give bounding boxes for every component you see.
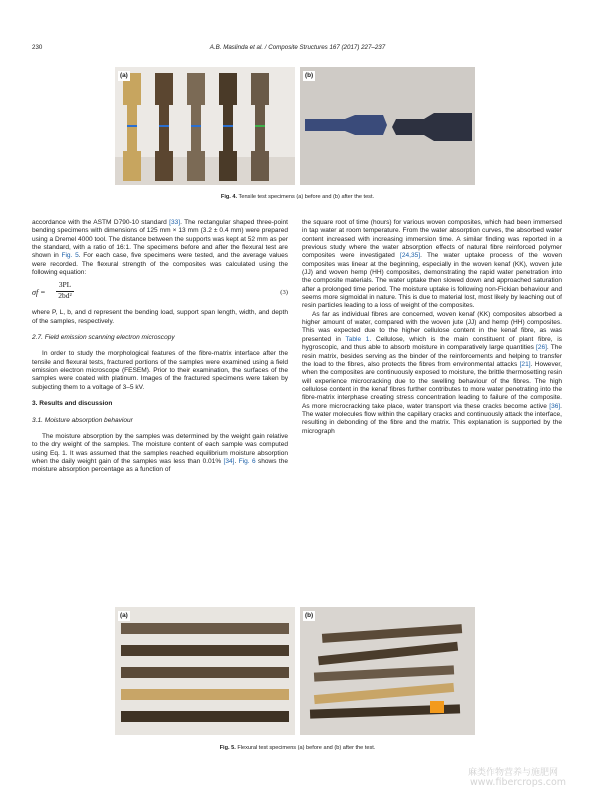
right-paragraph-1: the square root of time (hours) for various woven composites, which had been immersed in tap water at room temperature. From the water absorption curves, the absorbed water content increased with increasing immersion time. A similar finding was reported in a previous study where the water absorption effects of natural fibre reinforced polymer composites were investigated [24,35]. The water uptake process of the woven composites was linear at the beginning, especially in the woven kenaf (KK), woven jute (JJ) and woven hemp (HH) composites, demonstrating the rapid water penetration into the composite materials. The water uptake then slowed down and approached saturation after a prolonged time period. The moisture uptake is following non-Fickian behaviour and seems more sigmoidal in nature. This is due to material lost, most likely by leaching out of resin particles leading to a loss of weight of the composites. xyxy=(302,219,562,310)
fig4-panel-b xyxy=(300,67,475,185)
fig4-label-a: (a) xyxy=(120,72,128,79)
page-number: 230 xyxy=(32,44,43,51)
fig4-caption xyxy=(0,194,595,200)
running-title: A.B. Maslinda et al. / Composite Structures 167 (2017) 227–237 xyxy=(209,44,386,51)
left-paragraph-4: The moisture absorption by the samples was determined by the weight gain relative to the dry weight of the samples. The moisture content of each sample was computed using Eq. 1. It was assumed that the samples reached equilibrium moisture absorption when the daily weight gain of the samples was less than 0.01% [34]. Fig. 6 shows the moisture absorption percentage as a function of xyxy=(32,432,289,474)
tensile-specimens-after-image xyxy=(300,67,475,185)
ref-21[interactable]: [21] xyxy=(519,360,531,368)
left-paragraph-2: where P, L, b, and d represent the bending load, support span length, width, and depth of the samples, respectively. xyxy=(32,309,288,325)
ref-36[interactable]: [36] xyxy=(549,402,561,410)
flexural-specimens-before-image xyxy=(115,607,295,735)
ref-34[interactable]: [34] xyxy=(223,457,235,465)
section-2-7-heading: 2.7. Field emission scanning electron microscopy xyxy=(32,334,175,342)
fig5-caption-text: Flexural test specimens (a) before and (b) after the test. xyxy=(237,745,376,751)
left-paragraph-3: In order to study the morphological features of the fibre-matrix interface after the tensile and flexural tests, fractured portions of the samples were examined using a field emission electron microscope (FESEM). Prior to their examination, the surfaces of the samples were coated with platinum. Images of the fractured specimens were taken by subjecting them to a voltage of 3–5 kV. xyxy=(32,350,288,391)
section-3-1-heading: 3.1. Moisture absorption behaviour xyxy=(32,416,133,424)
equation-lhs: σf = xyxy=(32,288,46,298)
ref-26[interactable]: [26] xyxy=(536,344,547,352)
section-3-heading: 3. Results and discussion xyxy=(32,400,113,408)
watermark-url: www.fibercrops.com xyxy=(470,777,567,788)
ref-table1[interactable]: Table 1 xyxy=(345,335,370,343)
equation-denominator: 2bd² xyxy=(58,290,72,300)
fig5-caption xyxy=(0,745,595,751)
equation-fraction xyxy=(56,281,74,300)
left-column xyxy=(32,219,288,475)
ref-24-35[interactable]: [24,35] xyxy=(400,252,421,260)
fig4-caption-text: Tensile test specimens (a) before and (b) after the test. xyxy=(238,194,375,200)
fig5-panel-a xyxy=(115,607,295,735)
ref-33[interactable]: [33] xyxy=(169,219,181,226)
flexural-specimens-after-image xyxy=(300,607,475,735)
fig5-panel-b xyxy=(300,607,475,735)
fig5-caption-label: Fig. 5. xyxy=(219,745,236,751)
fig5-label-a: (a) xyxy=(120,612,128,619)
fig5-label-b: (b) xyxy=(305,612,314,619)
right-paragraph-2: As far as individual fibres are concerned, woven kenaf (KK) composites absorbed a higher amount of water, compared with the woven jute (JJ) and hemp (HH) composites. This was expected due to the higher cellulose content in the kenaf fibre, as was presented in Table 1. Cellulose, which is the main constituent of plant fibre, is hygroscopic, and thus able to absorb moisture in comparatively large quantities [26]. The resin matrix, besides serving as the binder of the reinforcements and helping to transfer the load to the fibres, also protects the fibres from environmental attacks [21]. However, when the composites are continuously exposed to moisture, the brittle thermosetting resin will experience microcracking due to the swelling behaviour of the fibres. The high cellulose content in the kenaf fibres further contributes to more water penetrating into the fibre-matrix interphase creating stress concentration leading to failure of the composite. As more microcracking take place, water transport via these cracks become active [36]. The water molecules flow within the capillary cracks and continuously attack the interface, resulting in debonding of the fibre and the matrix. This explanation is supported by the micrograph xyxy=(302,310,563,435)
equation-numerator: 3PL xyxy=(56,281,74,291)
tensile-specimens-before-image xyxy=(115,67,295,185)
right-column xyxy=(302,219,562,436)
fig4-caption-label: Fig. 4. xyxy=(220,194,238,200)
ref-fig6[interactable]: Fig. 6 xyxy=(238,457,256,465)
ref-fig5[interactable]: Fig. 5 xyxy=(61,252,79,260)
fig4-panel-a xyxy=(115,67,295,185)
fig4-label-b: (b) xyxy=(305,72,314,79)
left-paragraph-1: accordance with the ASTM D790-10 standard [33]. The rectangular shaped three-point bending specimens with dimensions of 125 mm × 13 mm (3.2 ± 0.4 mm) were prepared using a Dremel 4000 tool. The distance between the supports was kept at 52 mm as per the standard, with a ratio of 16:1. The specimens before and after the flexural test are shown in Fig. 5. For each case, five specimens were tested, and the average values were recorded. The flexural strength of the composites was calculated using the following equation: xyxy=(32,219,288,277)
equation-number: (3) xyxy=(280,289,288,297)
watermark-chinese: 麻类作物营养与施肥网 xyxy=(468,768,559,778)
equation-3 xyxy=(32,281,288,307)
